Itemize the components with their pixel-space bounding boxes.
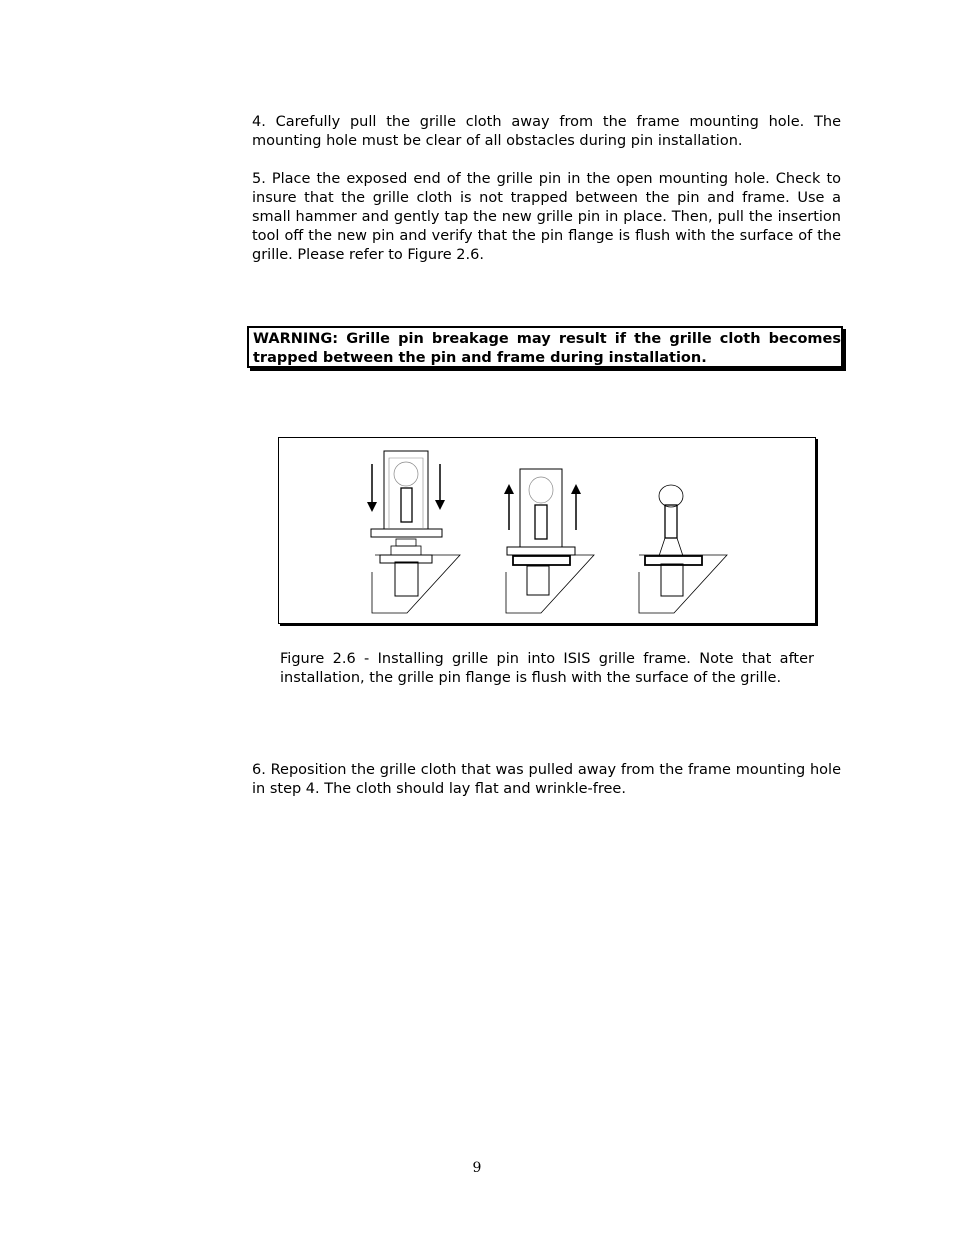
step-5-paragraph: 5. Place the exposed end of the grille pin in the open mounting hole. Check to insure that the grille cloth is not trapped between the pin and frame. Use a small hammer and gently tap the new grille pin in place. Then, pull the insertion tool off the new pin and verify that the pin flange is flush with the surface of the grille. Please refer to Figure 2.6.: [252, 171, 841, 263]
pin-installation-illustration: [279, 438, 815, 623]
step-6-paragraph: 6. Reposition the grille cloth that was pulled away from the frame mounting hole in step 4. The cloth should lay flat and wrinkle-free.: [252, 762, 841, 797]
stage-1-tap-in: [367, 451, 460, 613]
warning-text: WARNING: Grille pin breakage may result if the grille cloth becomes trapped between the pin and frame during installation.: [253, 331, 841, 366]
stage-3-installed: [639, 485, 727, 613]
stage-2-pull-tool: [504, 469, 594, 613]
warning-box: [247, 326, 843, 368]
step-4-paragraph: 4. Carefully pull the grille cloth away from the frame mounting hole. The mounting hole must be clear of all obstacles during pin installation.: [252, 114, 841, 149]
page-number: 9: [472, 1160, 482, 1176]
figure-2-6-box: [278, 437, 816, 624]
figure-caption: Figure 2.6 - Installing grille pin into ISIS grille frame. Note that after installation, the grille pin flange is flush with the surface of the grille.: [280, 651, 814, 686]
